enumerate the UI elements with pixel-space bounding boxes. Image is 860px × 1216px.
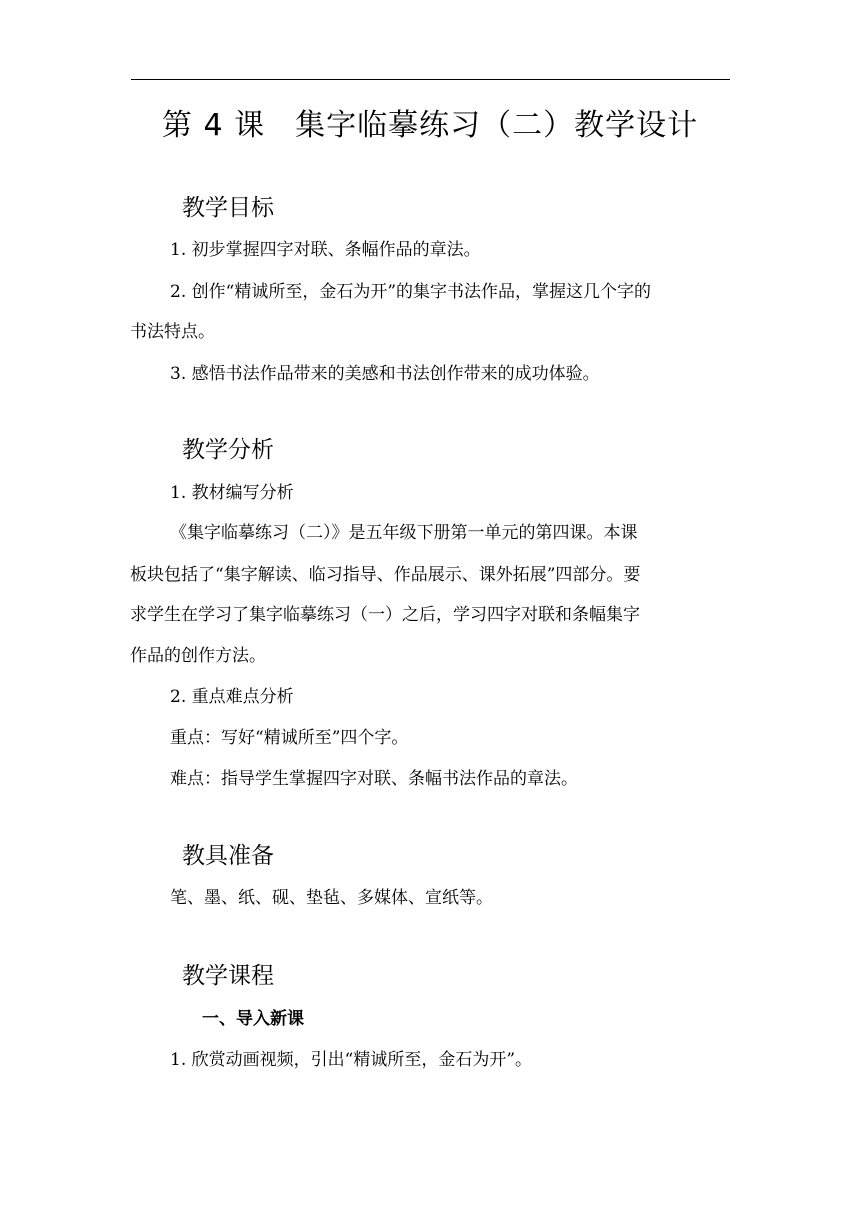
tools-list: 笔、墨、纸、砚、垫毡、多媒体、宣纸等。 <box>170 888 493 908</box>
goal-item-1: 1. 初步掌握四字对联、条幅作品的章法。 <box>170 240 481 260</box>
section-heading-analysis: 教学分析 <box>182 437 274 463</box>
header-rule <box>131 79 730 80</box>
page-title <box>0 104 860 148</box>
process-step-1-item-1: 1. 欣赏动画视频，引出“精诚所至，金石为开”。 <box>170 1050 533 1070</box>
analysis-sub-heading-1: 1. 教材编写分析 <box>170 483 294 503</box>
title-lesson-name: 集字临摹练习（二）教学设计 <box>295 108 699 143</box>
key-point: 重点：写好“精诚所至”四个字。 <box>170 728 409 748</box>
analysis-paragraph-line-1: 《集字临摹练习（二）》是五年级下册第一单元的第四课。本课 <box>170 523 638 543</box>
difficult-point: 难点：指导学生掌握四字对联、条幅书法作品的章法。 <box>170 769 578 789</box>
analysis-paragraph-line-3: 求学生在学习了集字临摹练习（一）之后，学习四字对联和条幅集字 <box>130 605 640 625</box>
analysis-paragraph-line-4: 作品的创作方法。 <box>130 646 266 666</box>
section-heading-tools: 教具准备 <box>182 843 274 869</box>
goal-item-2-cont: 书法特点。 <box>130 322 215 342</box>
goal-item-2: 2. 创作“精诚所至，金石为开”的集字书法作品，掌握这几个字的 <box>170 282 652 302</box>
title-lesson-number: 第 4 课 <box>161 108 266 143</box>
analysis-sub-heading-2: 2. 重点难点分析 <box>170 687 294 707</box>
section-heading-process: 教学课程 <box>182 963 274 989</box>
section-heading-goals: 教学目标 <box>182 195 274 221</box>
analysis-paragraph-line-2: 板块包括了“集字解读、临习指导、作品展示、课外拓展”四部分。要 <box>130 565 641 585</box>
goal-item-3: 3. 感悟书法作品带来的美感和书法创作带来的成功体验。 <box>170 364 600 384</box>
process-step-1-heading: 一、导入新课 <box>202 1009 304 1029</box>
